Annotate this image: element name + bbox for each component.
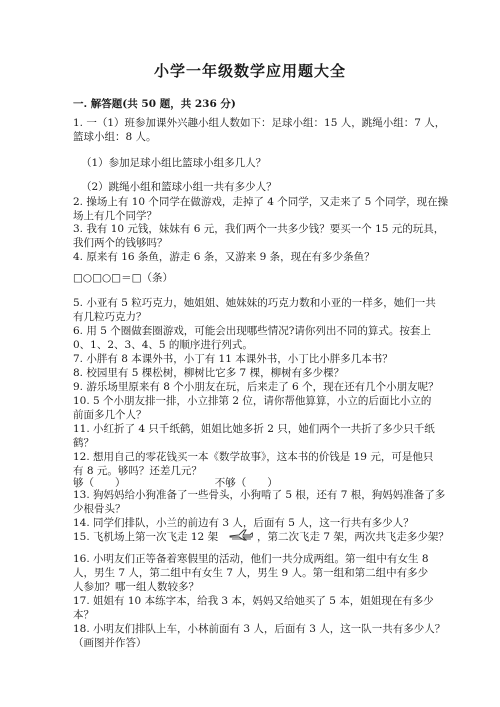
airplane-icon	[229, 529, 253, 541]
q16-line-3: 人参加？哪一组人数较多？	[73, 581, 199, 593]
q15-line-part-2: ，第二次飞走 7 架，两次共飞走多少架？	[257, 531, 449, 543]
q4-equation: □○□○□＝□（条）	[73, 272, 174, 284]
q2-line-1: 2. 操场上有 10 个同学在做游戏，走掉了 4 个同学，又走来了 5 个同学，现在操	[73, 196, 449, 208]
q3-line-1: 3. 我有 10 元钱，妹妹有 6 元，我们两个一共多少钱？要买一个 15 元的玩具，	[73, 223, 445, 235]
q16-line-2: 人，男生 7 人，第二组中有女生 7 人，男生 9 人。第一组和第二组中有多少	[73, 567, 429, 579]
q15-line-part-1: 15. 飞机场上第一次飞走 12 架	[73, 531, 219, 543]
q17-line-2: 本？	[73, 609, 94, 621]
q1-line-2: 篮球小组：8 人。	[73, 131, 157, 143]
q13-line-2: 少根骨头？	[73, 503, 126, 515]
q14-line: 14. 同学们排队，小兰的前边有 3 人，后面有 5 人，这一行共有多少人？	[73, 517, 414, 529]
q1-sub-2: （2）跳绳小组和篮球小组一共有多少人？	[81, 181, 277, 193]
q18-line-2: （画图并作答）	[73, 637, 147, 649]
q16-line-1: 16. 小明友们正等备着寒假里的活动，他们一共分成两组。第一组中有女生 8	[73, 553, 429, 565]
q12-answer-choices: 够（ ） 不够（ ）	[73, 477, 278, 489]
q13-line-1: 13. 狗妈妈给小狗准备了一些骨头，小狗啃了 5 根，还有 7 根，狗妈妈准备了多	[73, 489, 446, 501]
q8-line: 8. 校园里有 5 棵松树，柳树比它多 7 棵，柳树有多少棵？	[73, 367, 345, 379]
page-title: 小学一年级数学应用题大全	[153, 62, 346, 80]
q5-line-2: 有几粒巧克力？	[73, 311, 147, 323]
q11-line-1: 11. 小红折了 4 只千纸鹤，姐姐比她多折 2 只，她们两个一共折了多少只千纸	[73, 423, 435, 435]
q7-line: 7. 小胖有 8 本课外书，小丁有 11 本课外书，小丁比小胖多几本书？	[73, 353, 393, 365]
q12-line-2: 有 8 元。够吗？还差几元？	[73, 465, 202, 477]
q5-line-1: 5. 小亚有 5 粒巧克力，她姐姐、她妹妹的巧克力数和小亚的一样多，她们一共	[73, 297, 436, 309]
q10-line-1: 10. 5 个小朋友排一排，小立排第 2 位，请你帮他算算，小立的后面比小立的	[73, 395, 432, 407]
q12-line-1: 12. 想用自己的零花钱买一本《数学故事》，这本书的价钱是 19 元，可是他只	[73, 451, 434, 463]
q10-line-2: 前面多几个人？	[73, 409, 147, 421]
q6-line-1: 6. 用 5 个圈做套圈游戏，可能会出现哪些情况?请你列出不同的算式。按套上	[73, 325, 431, 337]
q2-line-2: 场上有几个同学？	[73, 210, 157, 222]
q1-line-1: 1. 一（1）班参加课外兴趣小组人数如下：足球小组：15 人，跳绳小组：7 人，	[73, 117, 446, 129]
section-heading: 一. 解答题(共 50 题，共 236 分)	[73, 98, 236, 110]
q4-line-1: 4. 原来有 16 条鱼，游走 6 条，又游来 9 条，现在有多少条鱼？	[73, 251, 375, 263]
q6-line-2: 0、1、2、3、4、5 的顺序进行列式。	[73, 339, 253, 351]
q3-line-2: 我们两个的钱够吗？	[73, 237, 168, 249]
q18-line-1: 18. 小明友们排队上车，小林前面有 3 人，后面有 3 人，这一队一共有多少人？	[73, 623, 446, 635]
q1-sub-1: （1）参加足球小组比篮球小组多几人？	[81, 157, 267, 169]
q11-line-2: 鹤？	[73, 437, 94, 449]
q17-line-1: 17. 姐姐有 10 本练字本，给我 3 本，妈妈又给她买了 5 本，姐姐现在有多少	[73, 595, 434, 607]
q9-line: 9. 游乐场里原来有 8 个小朋友在玩，后来走了 6 个，现在还有几个小朋友呢？	[73, 381, 439, 393]
